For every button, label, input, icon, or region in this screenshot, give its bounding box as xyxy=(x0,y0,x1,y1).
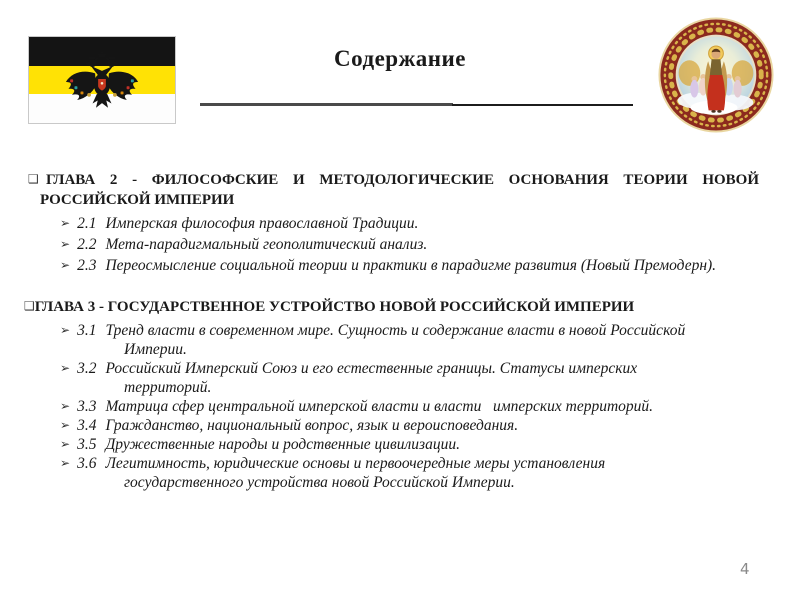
item-number: 2.1 xyxy=(77,215,97,232)
arrow-bullet-icon: ➢ xyxy=(60,418,71,432)
chapter3-title xyxy=(24,296,769,317)
item-number: 3.3 xyxy=(77,398,97,415)
page-number: 4 xyxy=(740,560,750,578)
item-text: Легитимность, юридические основы и первоочередные меры установления xyxy=(105,455,606,472)
item-number: 3.1 xyxy=(77,322,97,339)
item-text-continuation: Империи. xyxy=(124,341,187,358)
arrow-bullet-icon: ➢ xyxy=(60,399,71,413)
item-number: 3.5 xyxy=(77,436,97,453)
item-text: Мета-парадигмальный геополитический анализ. xyxy=(105,236,428,253)
chapter2-title-line1: ГЛАВА 2 - ФИЛОСОФСКИЕ И МЕТОДОЛОГИЧЕСКИЕ ОСНОВАНИЯ ТЕОРИИ НОВОЙ xyxy=(46,172,759,188)
toc-item-3-4 xyxy=(60,416,769,435)
chapter2-title-line2: РОССИЙСКОЙ ИМПЕРИИ xyxy=(40,192,235,208)
toc-section-chapter2 xyxy=(28,170,759,276)
page-title: Содержание xyxy=(334,46,466,71)
arrow-bullet-icon: ➢ xyxy=(60,216,71,230)
arrow-bullet-icon: ➢ xyxy=(60,437,71,451)
toc-item-2-2 xyxy=(60,234,759,255)
square-bullet-icon: ❑ xyxy=(28,172,39,186)
arrow-bullet-icon: ➢ xyxy=(60,456,71,470)
title-underline-thin xyxy=(452,104,633,106)
toc-item-3-2 xyxy=(60,359,769,397)
item-number: 3.4 xyxy=(77,417,97,434)
arrow-bullet-icon: ➢ xyxy=(60,258,71,272)
item-text: Тренд власти в современном мире. Сущность и содержание власти в новой Российской xyxy=(105,322,686,339)
item-text: Российский Имперский Союз и его естественные границы. Статусы имперских xyxy=(105,360,638,377)
toc-item-3-3 xyxy=(60,397,769,416)
arrow-bullet-icon: ➢ xyxy=(60,237,71,251)
arrow-bullet-icon: ➢ xyxy=(60,361,71,375)
square-bullet-icon: ❑ xyxy=(24,299,35,313)
item-text: Матрица сфер центральной имперской власти и власти имперских территорий. xyxy=(105,398,654,415)
item-number: 3.6 xyxy=(77,455,97,472)
title-underline xyxy=(200,103,453,106)
item-text: Имперская философия православной Традиции. xyxy=(105,215,419,232)
arrow-bullet-icon: ➢ xyxy=(60,323,71,337)
toc-item-2-3 xyxy=(60,255,759,276)
toc-item-3-1 xyxy=(60,321,769,359)
item-text: Переосмысление социальной теории и практики в парадигме развития (Новый Премодерн). xyxy=(105,257,717,274)
toc-item-3-6 xyxy=(60,454,769,492)
toc-section-chapter3 xyxy=(24,296,769,492)
item-text: Дружественные народы и родственные цивилизации. xyxy=(105,436,460,453)
toc-item-3-5 xyxy=(60,435,769,454)
item-text: Гражданство, национальный вопрос, язык и вероисповедания. xyxy=(105,417,519,434)
item-text-continuation: государственного устройства новой Российской Империи. xyxy=(124,474,515,491)
item-number: 2.3 xyxy=(77,257,97,274)
toc-item-2-1 xyxy=(60,213,759,234)
orthodox-icon-plate xyxy=(657,16,775,134)
chapter3-title-text: ГЛАВА 3 - ГОСУДАРСТВЕННОЕ УСТРОЙСТВО НОВОЙ РОССИЙСКОЙ ИМПЕРИИ xyxy=(34,299,635,315)
item-text-continuation: территорий. xyxy=(124,379,212,396)
item-number: 2.2 xyxy=(77,236,97,253)
item-number: 3.2 xyxy=(77,360,97,377)
